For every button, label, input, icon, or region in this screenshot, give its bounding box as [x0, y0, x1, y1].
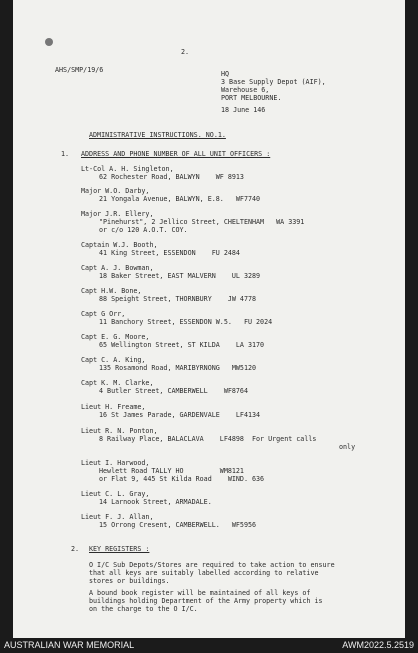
- section-2-para-1-line-2: that all keys are suitably labelled according to relative: [89, 569, 319, 577]
- section-1-heading: ADDRESS AND PHONE NUMBER OF ALL UNIT OFFICERS :: [81, 150, 271, 158]
- section-2-para-1-line-1: O I/C Sub Depots/Stores are required to take action to ensure: [89, 561, 335, 569]
- section-2-heading: KEY REGISTERS :: [89, 545, 150, 553]
- officer-12-note: only: [339, 443, 356, 451]
- document-title: ADMINISTRATIVE INSTRUCTIONS. NO.1.: [89, 131, 226, 139]
- officer-3-address-alt: or c/o 120 A.O.T. COY.: [99, 226, 188, 234]
- officer-12-address: 8 Railway Place, BALACLAVA LF4898 For Urgent calls: [99, 435, 317, 443]
- officer-3-name: Major J.R. Ellery,: [81, 210, 154, 218]
- officer-1-name: Lt-Col A. H. Singleton,: [81, 165, 174, 173]
- officer-14-address: 14 Larnook Street, ARMADALE.: [99, 498, 212, 506]
- officer-12-name: Lieut R. N. Ponton,: [81, 427, 158, 435]
- officer-11-name: Lieut H. Freame,: [81, 403, 146, 411]
- page-number: 2.: [181, 48, 190, 56]
- address-line-4: PORT MELBOURNE.: [221, 94, 282, 102]
- officer-10-name: Capt K. M. Clarke,: [81, 379, 154, 387]
- punch-hole: [45, 38, 53, 46]
- section-1-number: 1.: [61, 150, 70, 158]
- address-line-3: Warehouse 6,: [221, 86, 270, 94]
- document-date: 18 June 146: [221, 106, 266, 114]
- officer-2-name: Major W.O. Darby,: [81, 187, 150, 195]
- officer-8-address: 65 Wellington Street, ST KILDA LA 3170: [99, 341, 265, 349]
- section-2-para-2-line-2: buildings holding Department of the Army property which is: [89, 597, 323, 605]
- document-page: [13, 0, 405, 638]
- officer-13-address-alt: or Flat 9, 445 St Kilda Road WIND. 636: [99, 475, 265, 483]
- officer-4-name: Captain W.J. Booth,: [81, 241, 158, 249]
- officer-11-address: 16 St James Parade, GARDENVALE LF4134: [99, 411, 261, 419]
- officer-14-name: Lieut C. L. Gray,: [81, 490, 150, 498]
- footer-accession-number: AWM2022.5.2519: [342, 640, 414, 650]
- officer-15-name: Lieut F. J. Allan,: [81, 513, 154, 521]
- officer-7-address: 11 Banchory Street, ESSENDON W.5. FU 2024: [99, 318, 273, 326]
- officer-1-address: 62 Rochester Road, BALWYN WF 8913: [99, 173, 244, 181]
- section-2-para-2-line-3: on the charge to the O I/C.: [89, 605, 198, 613]
- officer-7-name: Capt G Orr,: [81, 310, 126, 318]
- officer-6-address: 88 Speight Street, THORNBURY JW 4778: [99, 295, 257, 303]
- officer-9-address: 135 Rosamond Road, MARIBYRNONG MW5120: [99, 364, 257, 372]
- officer-9-name: Capt C. A. King,: [81, 356, 146, 364]
- officer-10-address: 4 Butler Street, CAMBERWELL WF8764: [99, 387, 248, 395]
- officer-4-address: 41 King Street, ESSENDON FU 2484: [99, 249, 240, 257]
- officer-3-address: "Pinehurst", 2 Jellico Street, CHELTENHAM WA 3391: [99, 218, 305, 226]
- officer-5-name: Capt A. J. Bowman,: [81, 264, 154, 272]
- footer-bar: [0, 638, 418, 653]
- section-2-number: 2.: [71, 545, 80, 553]
- section-2-para-2-line-1: A bound book register will be maintained of all keys of: [89, 589, 311, 597]
- reference-number: AHS/SMP/19/6: [55, 66, 104, 74]
- officer-2-address: 21 Yongala Avenue, BALWYN, E.8. WF7740: [99, 195, 261, 203]
- section-2-para-1-line-3: stores or buildings.: [89, 577, 170, 585]
- officer-13-name: Lieut I. Harwood,: [81, 459, 150, 467]
- address-line-1: HQ: [221, 70, 230, 78]
- officer-8-name: Capt E. G. Moore,: [81, 333, 150, 341]
- address-line-2: 3 Base Supply Depot (AIF),: [221, 78, 326, 86]
- officer-5-address: 18 Baker Street, EAST MALVERN UL 3289: [99, 272, 261, 280]
- officer-6-name: Capt H.W. Bone,: [81, 287, 142, 295]
- footer-institution: AUSTRALIAN WAR MEMORIAL: [4, 640, 135, 650]
- officer-15-address: 15 Orrong Cresent, CAMBERWELL. WF5956: [99, 521, 257, 529]
- officer-13-address: Hewlett Road TALLY HO WM8121: [99, 467, 244, 475]
